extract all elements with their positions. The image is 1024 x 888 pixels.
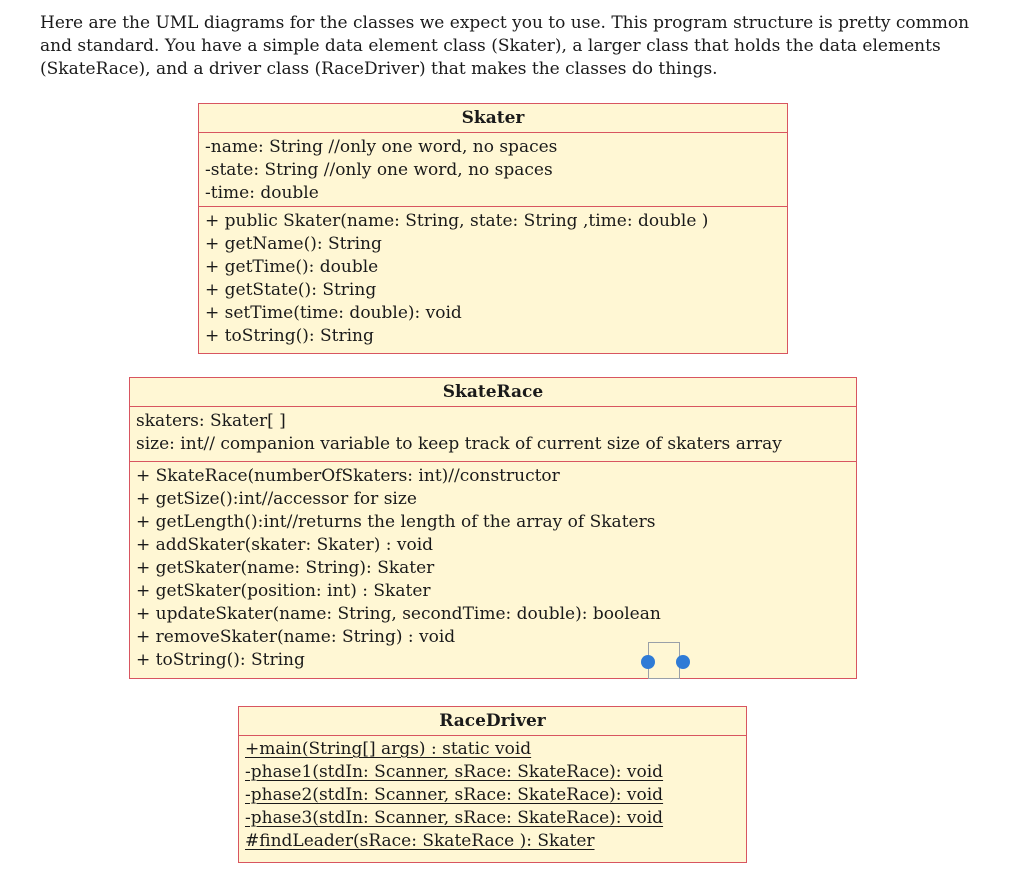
racedriver-method-phase2-text: -phase2(stdIn: Scanner, sRace: SkateRace): void bbox=[245, 785, 664, 805]
racedriver-method-phase3 bbox=[245, 807, 740, 830]
racedriver-method-main bbox=[245, 738, 740, 761]
selection-overlay[interactable] bbox=[640, 641, 694, 681]
skaterace-method-getsize: + getSize():int//accessor for size bbox=[136, 489, 417, 509]
racedriver-method-findleader bbox=[245, 830, 740, 853]
skater-field-time: -time: double bbox=[205, 183, 319, 203]
skater-method-tostring: + toString(): String bbox=[205, 326, 374, 346]
skater-method-gettime: + getTime(): double bbox=[205, 257, 379, 277]
uml-class-racedriver bbox=[238, 706, 747, 863]
skaterace-method-getskater-position: + getSkater(position: int) : Skater bbox=[136, 581, 431, 601]
racedriver-method-main-text: +main(String[] args) : static void bbox=[245, 739, 532, 759]
racedriver-method-findleader-text: #findLeader(sRace: SkateRace ): Skater bbox=[245, 831, 595, 851]
racedriver-method-phase3-text: -phase3(stdIn: Scanner, sRace: SkateRace): void bbox=[245, 808, 664, 828]
skaterace-method-tostring: + toString(): String bbox=[136, 650, 305, 670]
class-name-skaterace: SkateRace bbox=[130, 378, 856, 407]
racedriver-method-phase1 bbox=[245, 761, 740, 784]
skater-method-settime: + setTime(time: double): void bbox=[205, 303, 462, 323]
skaterace-field-size: size: int// companion variable to keep track of current size of skaters array bbox=[136, 434, 782, 454]
skaterace-method-constructor: + SkateRace(numberOfSkaters: int)//constructor bbox=[136, 466, 560, 486]
skaterace-method-removeskater: + removeSkater(name: String) : void bbox=[136, 627, 456, 647]
skater-field-name: -name: String //only one word, no spaces bbox=[205, 137, 558, 157]
skaterace-method-getlength: + getLength():int//returns the length of the array of Skaters bbox=[136, 512, 656, 532]
skaterace-method-addskater: + addSkater(skater: Skater) : void bbox=[136, 535, 434, 555]
skater-methods bbox=[199, 207, 787, 350]
class-name-skater: Skater bbox=[199, 104, 787, 133]
racedriver-method-phase2 bbox=[245, 784, 740, 807]
skaterace-fields bbox=[130, 407, 856, 462]
skaterace-method-getskater-name: + getSkater(name: String): Skater bbox=[136, 558, 435, 578]
skaterace-field-skaters: skaters: Skater[ ] bbox=[136, 411, 286, 431]
skater-field-state: -state: String //only one word, no spaces bbox=[205, 160, 553, 180]
uml-class-skater bbox=[198, 103, 788, 354]
resize-handle-right[interactable] bbox=[676, 655, 690, 669]
skaterace-method-updateskater: + updateSkater(name: String, secondTime: double): boolean bbox=[136, 604, 661, 624]
racedriver-method-phase1-text: -phase1(stdIn: Scanner, sRace: SkateRace): void bbox=[245, 762, 664, 782]
resize-handle-left[interactable] bbox=[641, 655, 655, 669]
intro-paragraph: Here are the UML diagrams for the classes we expect you to use. This program structure is pretty common and standard. You have a simple data element class (Skater), a larger class that holds the data elements (SkateRace), and a driver class (RaceDriver) that makes the classes do things. bbox=[40, 13, 970, 79]
skater-method-getstate: + getState(): String bbox=[205, 280, 377, 300]
skater-method-getname: + getName(): String bbox=[205, 234, 382, 254]
skaterace-methods bbox=[130, 462, 856, 674]
racedriver-methods bbox=[239, 736, 746, 855]
skater-method-constructor: + public Skater(name: String, state: String ,time: double ) bbox=[205, 211, 709, 231]
uml-class-skaterace bbox=[129, 377, 857, 679]
skater-fields bbox=[199, 133, 787, 207]
class-name-racedriver: RaceDriver bbox=[239, 707, 746, 736]
